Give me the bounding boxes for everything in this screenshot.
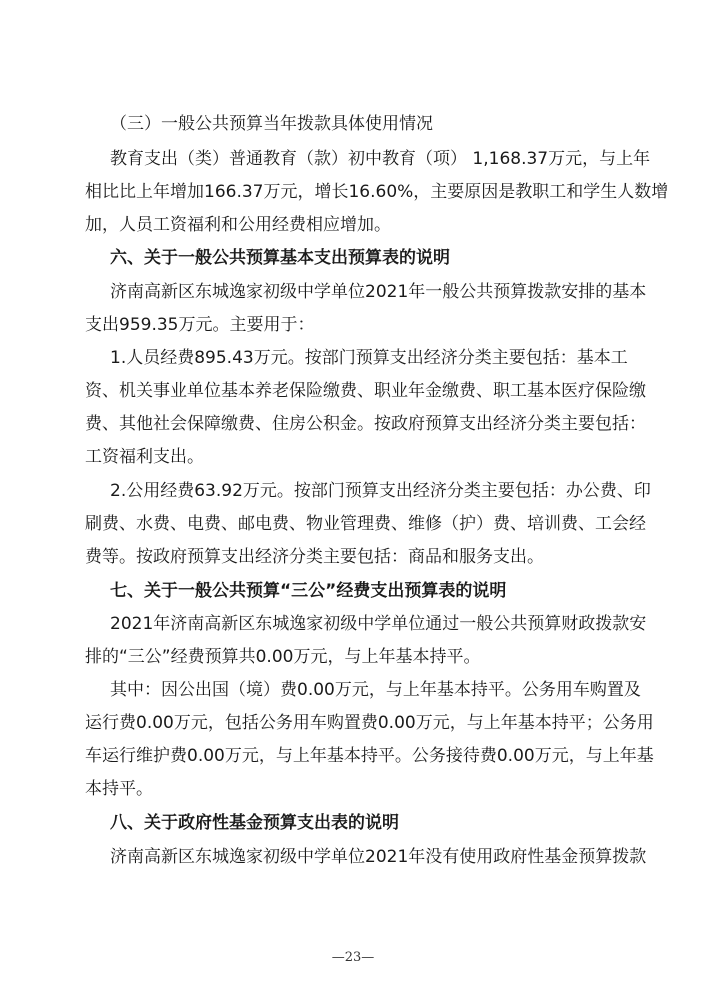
page-number: —23— xyxy=(331,950,375,965)
paragraph-line: 相比比上年增加166.37万元，增长16.60%，主要原因是教职工和学生人数增 xyxy=(85,182,669,202)
paragraph-line: 费等。按政府预算支出经济分类主要包括：商品和服务支出。 xyxy=(85,547,544,567)
paragraph-line: 教育支出（类）普通教育（款）初中教育（项） 1,168.37万元，与上年 xyxy=(110,149,651,169)
paragraph-line: 2.公用经费63.92万元。按部门预算支出经济分类主要包括：办公费、印 xyxy=(110,481,651,501)
paragraph-line: 排的“三公”经费预算共0.00万元，与上年基本持平。 xyxy=(85,647,481,667)
paragraph-line: 2021年济南高新区东城逸家初级中学单位通过一般公共预算财政拨款安 xyxy=(110,614,647,634)
paragraph-line: 其中：因公出国（境）费0.00万元，与上年基本持平。公务用车购置及 xyxy=(110,680,641,700)
section-heading-7: 七、关于一般公共预算“三公”经费支出预算表的说明 xyxy=(110,581,507,601)
paragraph-line: 济南高新区东城逸家初级中学单位2021年一般公共预算拨款安排的基本 xyxy=(110,282,647,302)
paragraph-line: 资、机关事业单位基本养老保险缴费、职业年金缴费、职工基本医疗保险缴 xyxy=(85,381,646,401)
paragraph-line: 费、其他社会保障缴费、住房公积金。按政府预算支出经济分类主要包括： xyxy=(85,414,646,434)
paragraph-line: 工资福利支出。 xyxy=(85,447,204,467)
paragraph-line: 刷费、水费、电费、邮电费、物业管理费、维修（护）费、培训费、工会经 xyxy=(85,514,646,534)
paragraph-line: 1.人员经费895.43万元。按部门预算支出经济分类主要包括：基本工 xyxy=(110,348,628,368)
paragraph-line: 本持平。 xyxy=(85,779,153,799)
subsection-heading: （三）一般公共预算当年拨款具体使用情况 xyxy=(110,114,433,134)
paragraph-line: 济南高新区东城逸家初级中学单位2021年没有使用政府性基金预算拨款 xyxy=(110,847,647,867)
section-heading-6: 六、关于一般公共预算基本支出预算表的说明 xyxy=(110,248,450,268)
paragraph-line: 车运行维护费0.00万元，与上年基本持平。公务接待费0.00万元，与上年基 xyxy=(85,746,654,766)
paragraph-line: 运行费0.00万元，包括公务用车购置费0.00万元，与上年基本持平；公务用 xyxy=(85,713,654,733)
section-heading-8: 八、关于政府性基金预算支出表的说明 xyxy=(110,813,399,833)
paragraph-line: 支出959.35万元。主要用于： xyxy=(85,315,315,335)
paragraph-line: 加，人员工资福利和公用经费相应增加。 xyxy=(85,215,391,235)
